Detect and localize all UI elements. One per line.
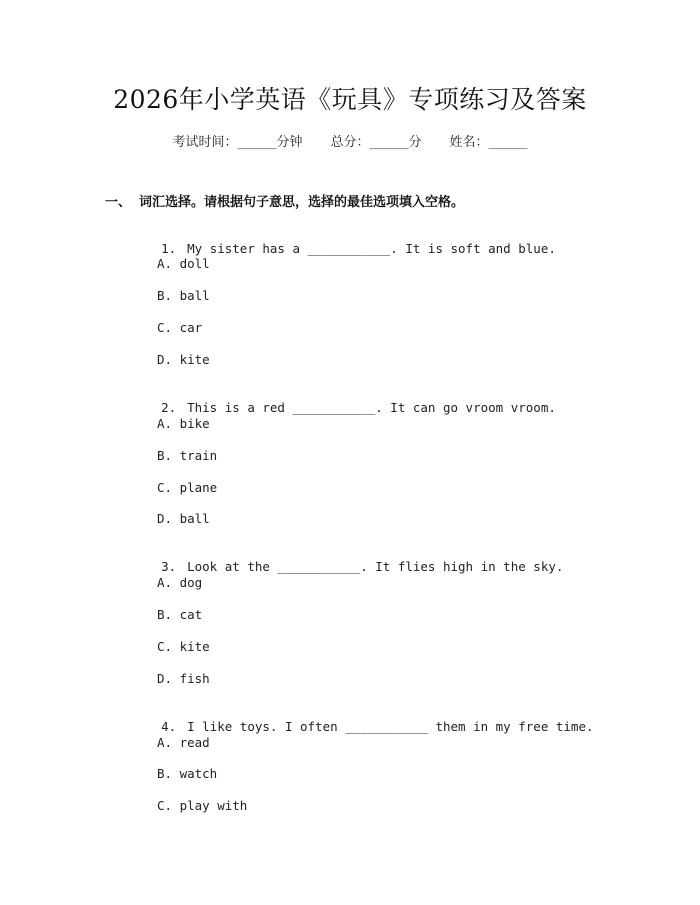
question-4-option-a: A. read <box>157 735 210 750</box>
total-score-field: 总分：______分 <box>330 135 422 150</box>
exam-meta <box>0 131 700 150</box>
question-number: 3. <box>161 559 177 574</box>
page-title: 2026年小学英语《玩具》专项练习及答案 <box>113 85 587 114</box>
question-2-option-b: B. train <box>157 448 218 463</box>
question-3-option-a: A. dog <box>157 575 203 590</box>
question-2-option-a: A. bike <box>157 416 210 431</box>
question-2-option-c: C. plane <box>157 480 218 495</box>
question-2-option-d: D. ball <box>157 511 210 526</box>
question-3-option-c: C. kite <box>157 639 210 654</box>
name-field: 姓名：______ <box>449 135 528 150</box>
exam-time-field: 考试时间：______分钟 <box>172 135 303 150</box>
question-number: 2. <box>161 400 177 415</box>
question-3-option-d: D. fish <box>157 671 210 686</box>
question-1-option-a: A. doll <box>157 256 210 271</box>
section-number: 一、 <box>105 195 132 210</box>
question-text: Look at the ___________. It flies high in the sky. <box>187 559 564 574</box>
question-3-option-b: B. cat <box>157 607 203 622</box>
question-text: My sister has a ___________. It is soft and blue. <box>187 241 556 256</box>
question-4-option-c: C. play with <box>157 798 248 813</box>
question-4-option-b: B. watch <box>157 766 218 781</box>
section-instruction: 词汇选择。请根据句子意思，选择的最佳选项填入空格。 <box>139 195 465 210</box>
question-text: This is a red ___________. It can go vroom vroom. <box>187 400 556 415</box>
question-number: 4. <box>161 719 177 734</box>
question-1-option-c: C. car <box>157 320 203 335</box>
question-1-option-d: D. kite <box>157 352 210 367</box>
section-heading <box>105 191 464 210</box>
question-text: I like toys. I often ___________ them in my free time. <box>187 719 594 734</box>
question-1-option-b: B. ball <box>157 288 210 303</box>
question-number: 1. <box>161 241 177 256</box>
